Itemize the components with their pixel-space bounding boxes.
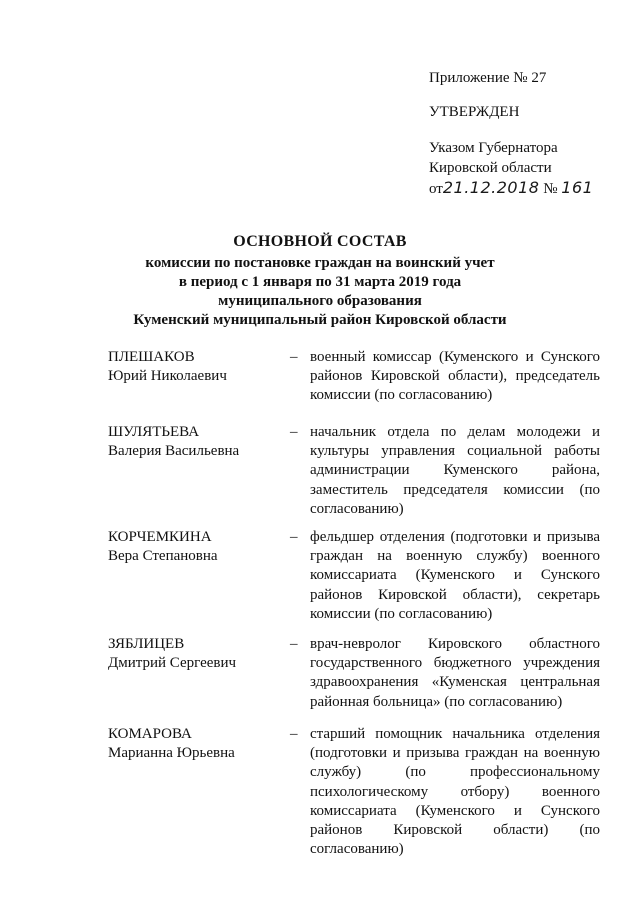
title-line-4: Куменский муниципальный район Кировской области xyxy=(133,312,507,328)
handwritten-date: 21.12.2018 xyxy=(442,178,540,197)
member-dash: – xyxy=(290,636,298,652)
member-given-name: Дмитрий Сергеевич xyxy=(108,655,237,672)
members-list xyxy=(108,348,600,858)
document-title xyxy=(80,232,560,330)
member-entry xyxy=(108,635,600,725)
member-name xyxy=(108,348,290,423)
member-role: старший помощник начальника отделения (подготовки и призыва граждан на военную службу) (по профессиональному психологическому отбору) военного комиссариата (Куменского и Сунского районов Кировской области) (по согласованию) xyxy=(310,726,600,858)
title-line-3: муниципального образования xyxy=(218,293,422,309)
member-surname: ЗЯБЛИЦЕВ xyxy=(108,636,185,652)
member-role: врач-невролог Кировского областного государственного бюджетного учреждения здравоохранения «Куменская центральная районная больница» (по согласованию) xyxy=(310,636,600,710)
member-entry xyxy=(108,423,600,528)
member-role: начальник отдела по делам молодежи и культуры управления социальной работы администрации Куменского района, заместитель председателя комиссии (по согласованию) xyxy=(310,424,600,517)
number-sign: № xyxy=(543,181,558,197)
title-main: ОСНОВНОЙ СОСТАВ xyxy=(233,233,407,250)
member-given-name: Марианна Юрьевна xyxy=(108,745,235,762)
date-prefix: от xyxy=(429,181,443,197)
member-entry xyxy=(108,528,600,635)
member-role: военный комиссар (Куменского и Сунского районов Кировской области), председатель комиссии (по согласованию) xyxy=(310,349,600,404)
member-given-name: Юрий Николаевич xyxy=(108,368,227,385)
member-name xyxy=(108,528,290,635)
approval-block xyxy=(429,68,629,199)
appendix-number: Приложение № 27 xyxy=(429,70,547,86)
decree-line-2: Кировской области xyxy=(429,160,552,176)
member-given-name: Валерия Васильевна xyxy=(108,443,240,460)
member-surname: ПЛЕШАКОВ xyxy=(108,349,195,365)
member-entry xyxy=(108,348,600,423)
member-name xyxy=(108,725,290,835)
member-name xyxy=(108,423,290,528)
member-entry xyxy=(108,725,600,858)
member-given-name: Вера Степановна xyxy=(108,548,218,565)
member-dash: – xyxy=(290,349,298,365)
member-dash: – xyxy=(290,529,298,545)
member-surname: ШУЛЯТЬЕВА xyxy=(108,424,200,440)
title-line-1: комиссии по постановке граждан на воинский учет xyxy=(145,255,495,271)
member-surname: КОМАРОВА xyxy=(108,726,192,742)
member-dash: – xyxy=(290,726,298,742)
member-surname: КОРЧЕМКИНА xyxy=(108,529,212,545)
member-role: фельдшер отделения (подготовки и призыва граждан на военную службу) военного комиссариата (Куменского и Сунского районов Кировской области), секретарь комиссии (по согласованию) xyxy=(310,529,600,622)
approved-label: УТВЕРЖДЕН xyxy=(429,104,520,120)
member-dash: – xyxy=(290,424,298,440)
decree-date-line xyxy=(429,178,629,199)
member-name xyxy=(108,635,290,725)
title-line-2: в период с 1 января по 31 марта 2019 года xyxy=(178,274,462,290)
handwritten-number: 161 xyxy=(561,178,594,197)
decree-line-1: Указом Губернатора xyxy=(429,140,558,156)
